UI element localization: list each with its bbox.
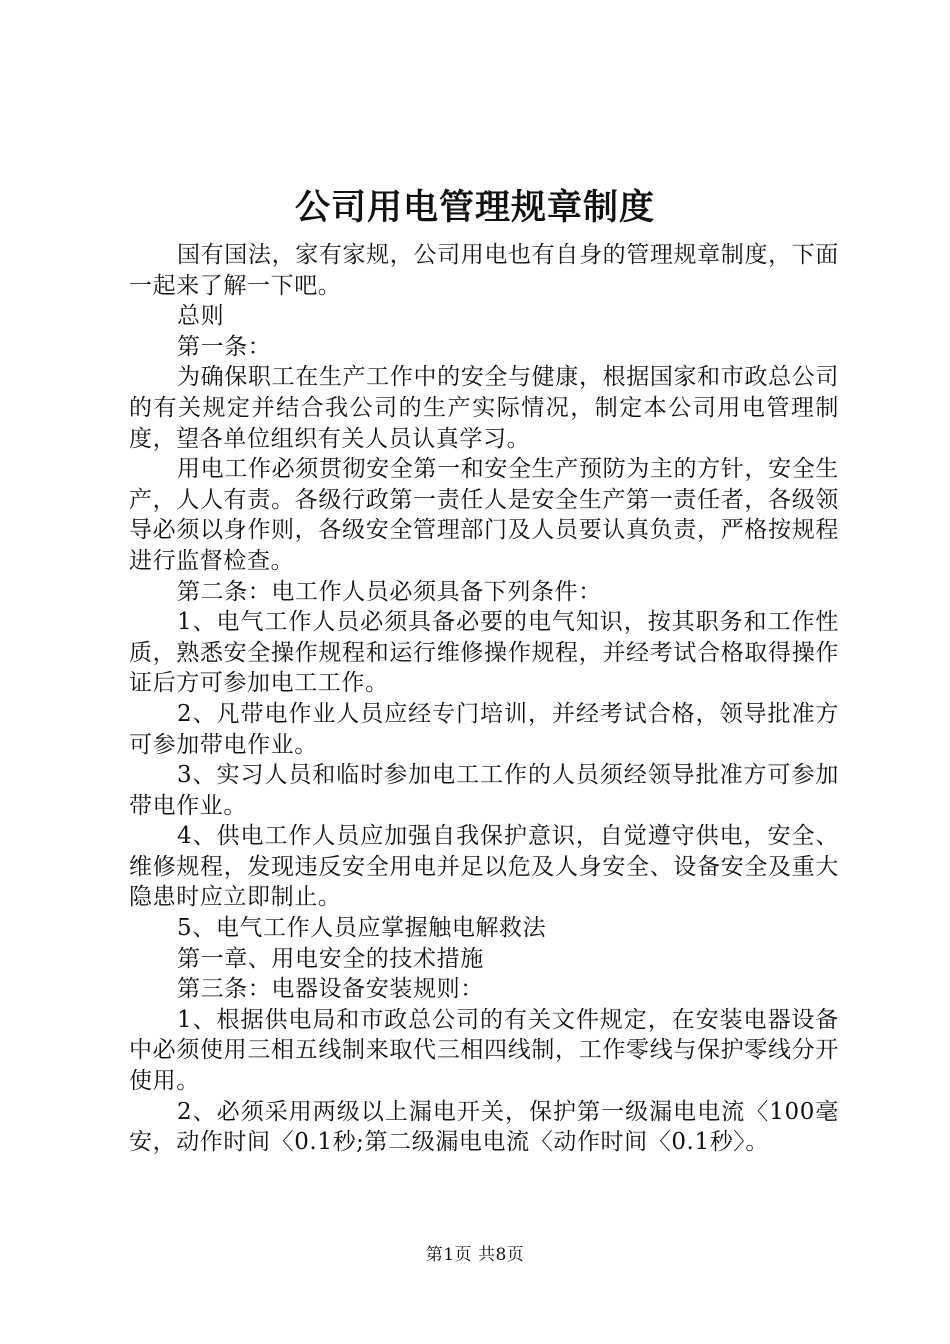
paragraph-general-heading: 总则 [177,303,225,330]
paragraph-article-1-policy: 用电工作必须贯彻安全第一和安全生产预防为主的方针，安全生产，人人有责。各级行政第一责任人是安全生产第一责任者，各级领导必须以身作则，各级安全管理部门及人员要认真负责，严格按规程进行监督检查。 [129,456,839,574]
document-title: 公司用电管理规章制度 [294,187,655,228]
paragraph-article-2-item-1: 1、电气工作人员必须具备必要的电气知识，按其职务和工作性质，熟悉安全操作规程和运行维修操作规程，并经考试合格取得操作证后方可参加电工工作。 [129,609,839,697]
paragraph-article-1-purpose: 为确保职工在生产工作中的安全与健康，根据国家和市政总公司的有关规定并结合我公司的生产实际情况，制定本公司用电管理制度，望各单位组织有关人员认真学习。 [129,364,839,452]
paragraph-article-2-item-5: 5、电气工作人员应掌握触电解救法 [177,915,547,942]
paragraph-article-3-item-2: 2、必须采用两级以上漏电开关，保护第一级漏电电流〈100毫安，动作时间〈0.1秒;第二级漏电电流〈动作时间〈0.1秒〉。 [129,1098,839,1156]
paragraph-article-2-item-3: 3、实习人员和临时参加电工工作的人员须经领导批准方可参加带电作业。 [129,762,839,819]
document-body [129,240,839,1158]
page-footer: 第1页 共8页 [425,1245,525,1265]
paragraph-chapter-1-heading: 第一章、用电安全的技术措施 [177,945,484,972]
paragraph-article-2-heading: 第二条：电工作人员必须具备下列条件： [177,578,602,605]
paragraph-article-2-item-2: 2、凡带电作业人员应经专门培训，并经考试合格，领导批准方可参加带电作业。 [129,700,839,758]
paragraph-article-2-item-4: 4、供电工作人员应加强自我保护意识，自觉遵守供电，安全、维修规程，发现违反安全用电并足以危及人身安全、设备安全及重大隐患时应立即制止。 [129,823,839,911]
paragraph-article-1-heading: 第一条： [177,333,272,360]
paragraph-article-3-heading: 第三条：电器设备安装规则： [177,976,484,1003]
paragraph-intro: 国有国法，家有家规，公司用电也有自身的管理规章制度，下面一起来了解一下吧。 [129,242,839,299]
paragraph-article-3-item-1: 1、根据供电局和市政总公司的有关文件规定，在安装电器设备中必须使用三相五线制来取代三相四线制，工作零线与保护零线分开使用。 [129,1006,839,1095]
